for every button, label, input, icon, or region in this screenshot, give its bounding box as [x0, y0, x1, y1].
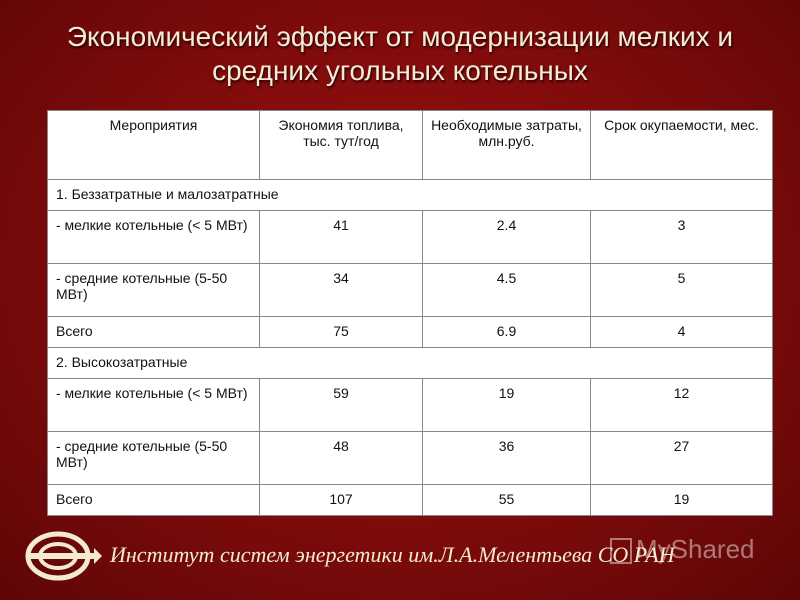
cost-value: 4.5 [423, 264, 591, 317]
cost-value: 2.4 [423, 211, 591, 264]
row-label: Всего [48, 485, 260, 516]
payback-value: 19 [591, 485, 773, 516]
cost-value: 19 [423, 379, 591, 432]
fuel-value: 48 [260, 432, 423, 485]
table-row [48, 432, 773, 485]
fuel-value: 75 [260, 317, 423, 348]
cost-value: 55 [423, 485, 591, 516]
institute-logo-icon [22, 528, 102, 584]
payback-value: 27 [591, 432, 773, 485]
watermark [610, 534, 755, 565]
header-fuel-savings: Экономия топлива, тыс. тут/год [260, 111, 423, 180]
fuel-value: 59 [260, 379, 423, 432]
header-required-costs: Необходимые затраты, млн.руб. [423, 111, 591, 180]
watermark-text: MyShared [636, 534, 755, 564]
row-label: Всего [48, 317, 260, 348]
table-row [48, 211, 773, 264]
row-label: - мелкие котельные (< 5 МВт) [48, 211, 260, 264]
payback-value: 4 [591, 317, 773, 348]
header-measures: Мероприятия [48, 111, 260, 180]
section-row-low-cost [48, 180, 773, 211]
payback-value: 12 [591, 379, 773, 432]
payback-value: 3 [591, 211, 773, 264]
table-row [48, 379, 773, 432]
economic-effect-table [47, 110, 773, 516]
cost-value: 6.9 [423, 317, 591, 348]
title-line-1: Экономический эффект от модернизации мелких и [66, 21, 734, 52]
slide-footer [0, 528, 800, 588]
row-label: - мелкие котельные (< 5 МВт) [48, 379, 260, 432]
fuel-value: 41 [260, 211, 423, 264]
section-label: 2. Высокозатратные [48, 348, 773, 379]
fuel-value: 107 [260, 485, 423, 516]
watermark-icon [610, 538, 632, 564]
table-row-total [48, 317, 773, 348]
cost-value: 36 [423, 432, 591, 485]
payback-value: 5 [591, 264, 773, 317]
fuel-value: 34 [260, 264, 423, 317]
row-label: - средние котельные (5-50 МВт) [48, 432, 260, 485]
slide-title [40, 20, 760, 88]
header-payback-period: Срок окупаемости, мес. [591, 111, 773, 180]
title-line-2: средних угольных котельных [212, 55, 588, 86]
table-row [48, 264, 773, 317]
table-row-total [48, 485, 773, 516]
row-label: - средние котельные (5-50 МВт) [48, 264, 260, 317]
section-label: 1. Беззатратные и малозатратные [48, 180, 773, 211]
table-header-row [48, 111, 773, 180]
institute-name: Институт систем энергетики им.Л.А.Мелентьева СО РАН [110, 542, 675, 567]
section-row-high-cost [48, 348, 773, 379]
